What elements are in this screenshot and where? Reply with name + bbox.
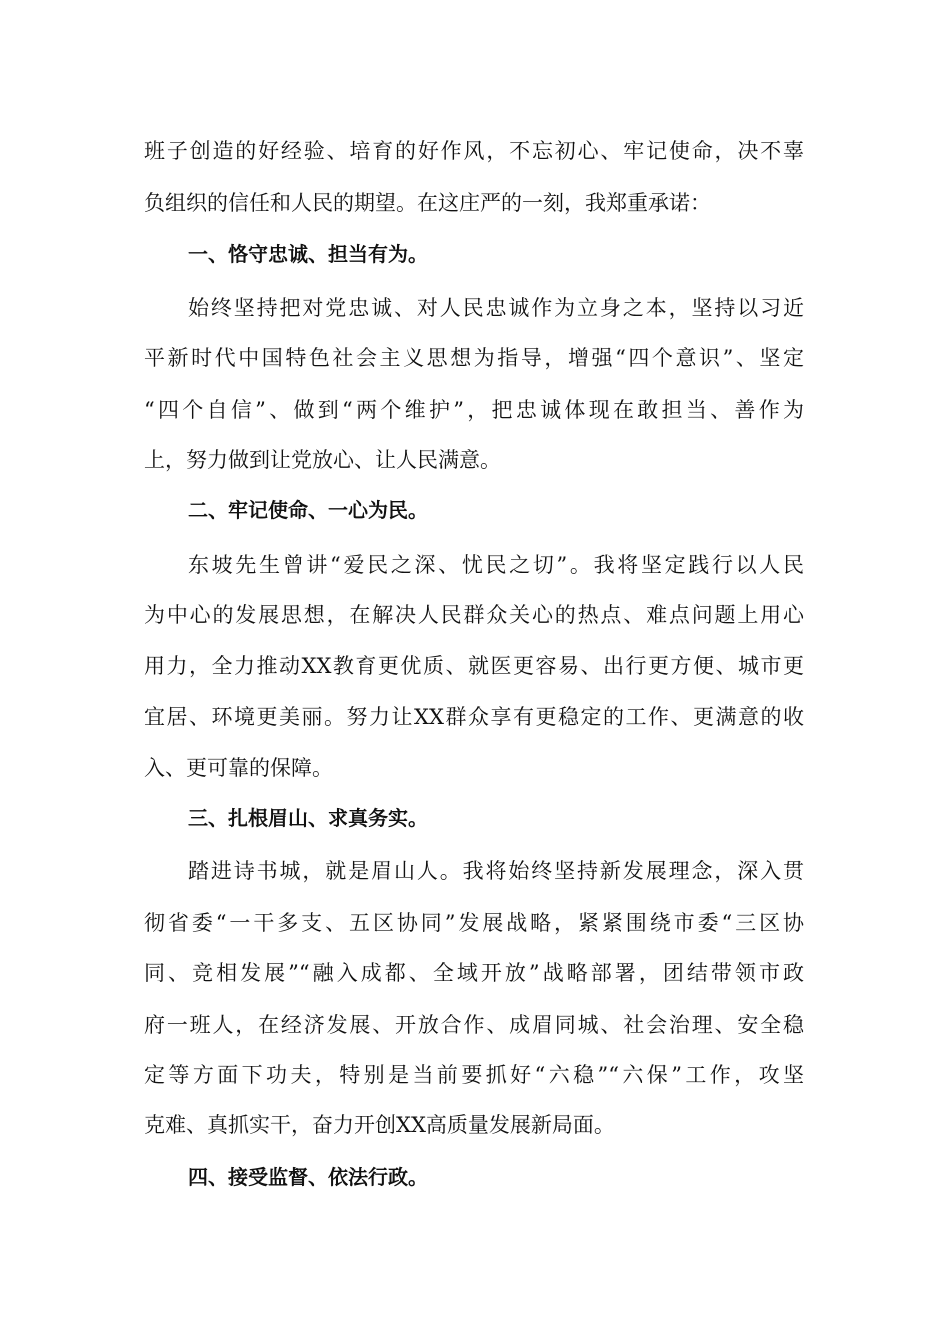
section-3-line-2: 彻省委“一干多支、五区协同”发展战略，紧紧围绕市委“三区协 [144,911,804,935]
section-2-line-3: 用力，全力推动XX教育更优质、就医更容易、出行更方便、城市更 [144,654,804,678]
section-1-heading: 一、恪守忠诚、担当有为。 [188,242,428,266]
section-2-line-2: 为中心的发展思想，在解决人民群众关心的热点、难点问题上用心 [144,603,804,627]
section-1-line-4: 上，努力做到让党放心、让人民满意。 [144,448,501,472]
section-3-heading: 三、扎根眉山、求真务实。 [188,806,428,830]
section-1-line-3: “四个自信”、做到“两个维护”，把忠诚体现在敢担当、善作为 [144,398,804,422]
section-3-line-1: 踏进诗书城，就是眉山人。我将始终坚持新发展理念，深入贯 [188,859,804,883]
section-2-line-1: 东坡先生曾讲“爱民之深、忧民之切”。我将坚定践行以人民 [188,553,804,577]
section-1-line-2: 平新时代中国特色社会主义思想为指导，增强“四个意识”、坚定 [144,346,804,370]
section-3-line-5: 定等方面下功夫，特别是当前要抓好“六稳”“六保”工作，攻坚 [144,1063,804,1087]
section-2-line-5: 入、更可靠的保障。 [144,756,333,780]
section-2-heading: 二、牢记使命、一心为民。 [188,498,428,522]
section-3-line-6: 克难、真抓实干，奋力开创XX高质量发展新局面。 [144,1113,615,1137]
intro-line-1: 班子创造的好经验、培育的好作风，不忘初心、牢记使命，决不辜 [144,139,804,163]
intro-line-2: 负组织的信任和人民的期望。在这庄严的一刻，我郑重承诺： [144,191,711,215]
section-4-heading: 四、接受监督、依法行政。 [188,1165,428,1189]
section-3-line-4: 府一班人，在经济发展、开放合作、成眉同城、社会治理、安全稳 [144,1013,804,1037]
section-2-line-4: 宜居、环境更美丽。努力让XX群众享有更稳定的工作、更满意的收 [144,705,804,729]
section-1-line-1: 始终坚持把对党忠诚、对人民忠诚作为立身之本，坚持以习近 [188,296,804,320]
section-3-line-3: 同、竞相发展”“融入成都、全域开放”战略部署，团结带领市政 [144,961,804,985]
